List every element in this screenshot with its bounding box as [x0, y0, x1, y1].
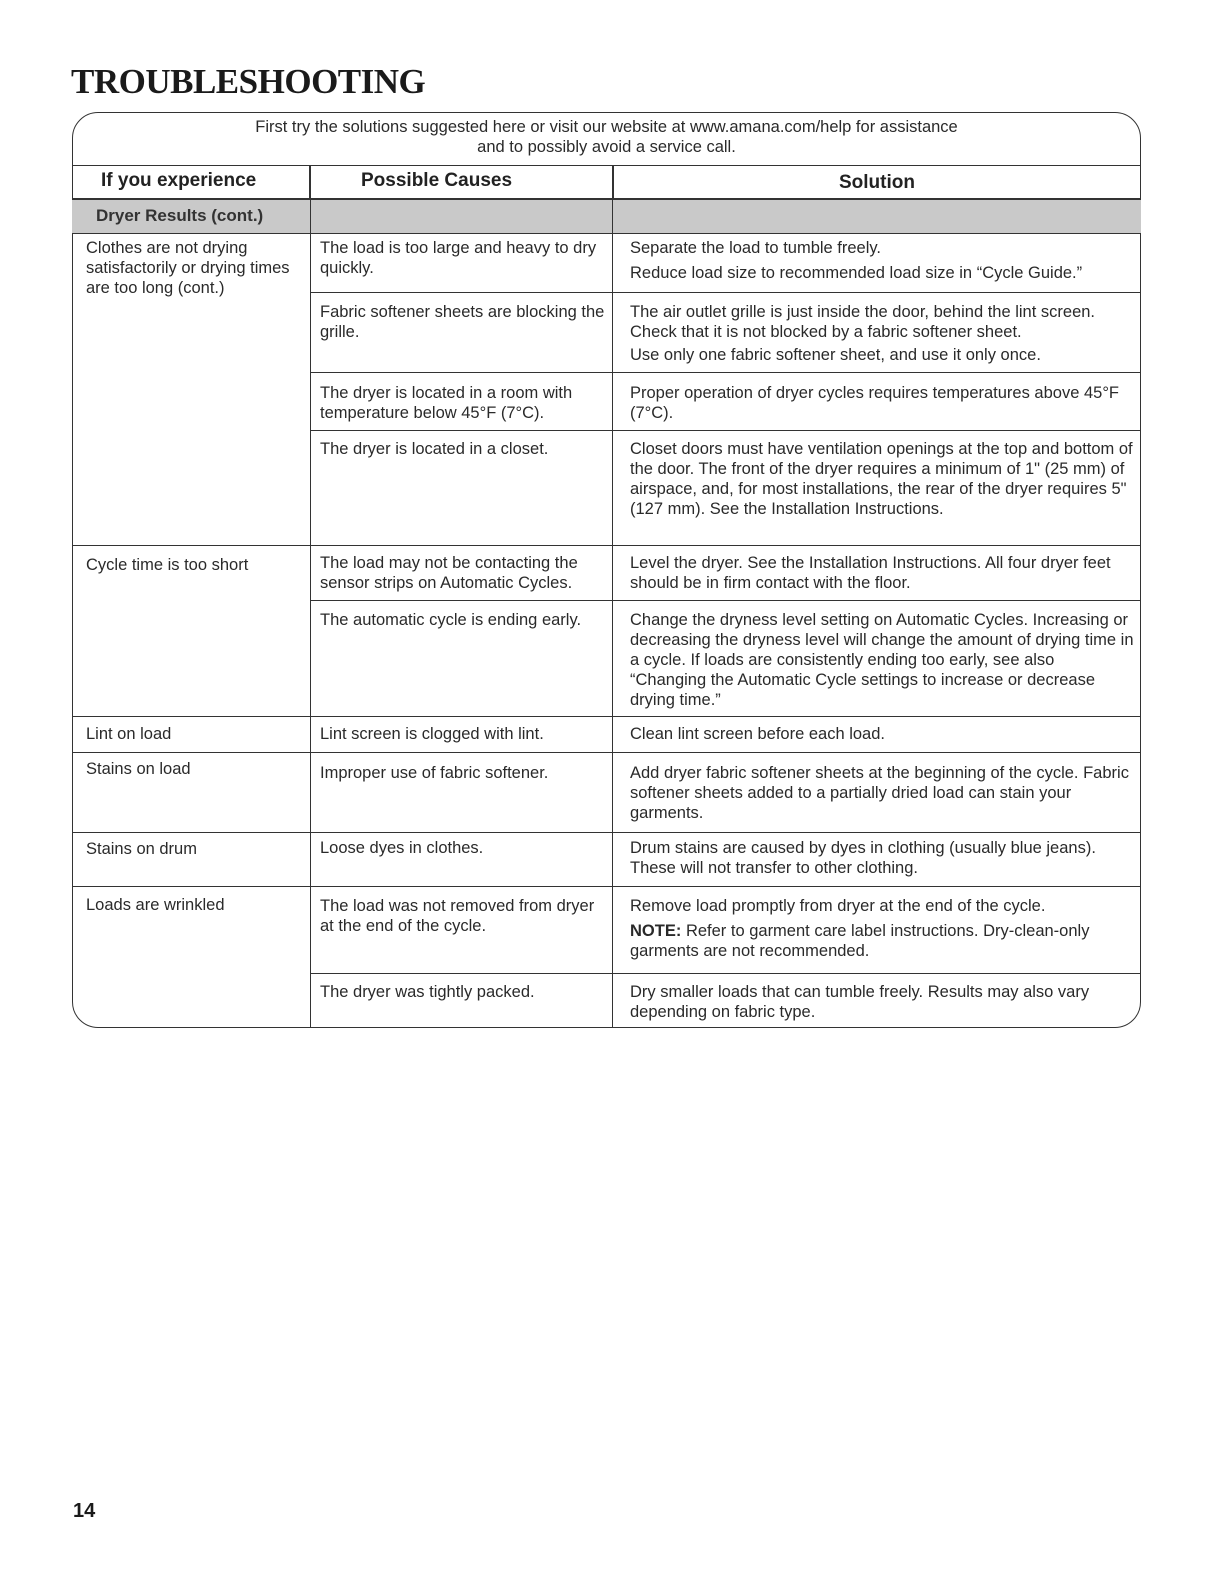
solution-cell [630, 724, 1135, 749]
solution-cell [630, 439, 1135, 524]
solution-text: Proper operation of dryer cycles requires temperatures above 45°F (7°C). [630, 384, 1120, 422]
note-text [630, 921, 1135, 961]
cause-cell: The load may not be contacting the sensor strips on Automatic Cycles. [320, 554, 578, 592]
column-divider [612, 165, 613, 1028]
solution-text: Remove load promptly from dryer at the end of the cycle. [630, 897, 1046, 915]
row-divider [72, 752, 1141, 753]
experience-cell: Stains on load [86, 760, 191, 778]
sub-row-divider [310, 973, 1141, 974]
cause-cell: The automatic cycle is ending early. [320, 611, 582, 629]
experience-cell: Lint on load [86, 725, 172, 743]
cause-cell: The load is too large and heavy to dry quickly. [320, 239, 597, 277]
solution-text: Closet doors must have ventilation openings at the top and bottom of the door. The front of the dryer requires a minimum of 1" (25 mm) of airspace, and, for most installations, the rear of the dryer requires 5" (127 mm). See the Installation Instructions. [630, 440, 1133, 518]
cause-cell: Improper use of fabric softener. [320, 764, 549, 782]
section-band [72, 199, 1141, 234]
row-divider [72, 832, 1141, 833]
solution-cell [630, 763, 1135, 828]
solution-text: Change the dryness level setting on Automatic Cycles. Increasing or decreasing the dryness level will change the amount of drying time in a cycle. If loads are consistently ending too early, see also “Changing the Automatic Cycle settings to increase or decrease drying time.” [630, 611, 1134, 709]
page-number: 14 [73, 1500, 96, 1522]
solution-cell [630, 610, 1135, 715]
experience-cell: Stains on drum [86, 840, 197, 858]
solution-text: Level the dryer. See the Installation Instructions. All four dryer feet should be in firm contact with the floor. [630, 554, 1111, 592]
sub-row-divider [310, 372, 1141, 373]
cause-cell: Fabric softener sheets are blocking the grille. [320, 303, 605, 341]
note-label: NOTE: [630, 922, 682, 940]
note-body: Refer to garment care label instructions. Dry-clean-only garments are not recommended. [630, 922, 1090, 960]
solution-text: Drum stains are caused by dyes in clothing (usually blue jeans). These will not transfer to other clothing. [630, 839, 1096, 877]
cause-cell: The dryer is located in a closet. [320, 440, 549, 458]
column-divider [310, 165, 311, 1028]
solution-text: Clean lint screen before each load. [630, 725, 885, 743]
solution-cell [630, 238, 1135, 288]
cause-cell: The load was not removed from dryer at the end of the cycle. [320, 897, 595, 935]
solution-text: Dry smaller loads that can tumble freely. Results may also vary depending on fabric type. [630, 983, 1090, 1021]
solution-text: Reduce load size to recommended load size in “Cycle Guide.” [630, 264, 1083, 282]
solution-cell [630, 982, 1135, 1027]
solution-text: Add dryer fabric softener sheets at the beginning of the cycle. Fabric softener sheets added to a partially dried load can stain your garments. [630, 764, 1129, 822]
experience-cell: Loads are wrinkled [86, 896, 225, 914]
row-divider [72, 545, 1141, 546]
row-divider [72, 716, 1141, 717]
section-title: Dryer Results (cont.) [96, 206, 264, 225]
solution-text: Use only one fabric softener sheet, and use it only once. [630, 346, 1041, 364]
header-solution: Solution [613, 165, 1141, 199]
solution-cell [630, 896, 1135, 966]
solution-cell [630, 302, 1135, 370]
page-title: TROUBLESHOOTING [71, 62, 426, 101]
solution-cell [630, 553, 1135, 598]
cause-cell: The dryer was tightly packed. [320, 983, 535, 1001]
sub-row-divider [310, 292, 1141, 293]
sub-row-divider [310, 430, 1141, 431]
header-causes: Possible Causes [310, 165, 613, 199]
cause-cell: Lint screen is clogged with lint. [320, 725, 544, 743]
solution-text: The air outlet grille is just inside the door, behind the lint screen. Check that it is not blocked by a fabric softener sheet. [630, 303, 1096, 341]
intro-line-2: and to possibly avoid a service call. [477, 138, 736, 156]
solution-cell [630, 838, 1135, 883]
experience-cell: Clothes are not drying satisfactorily or drying times are too long (cont.) [86, 239, 290, 297]
intro-line-1: First try the solutions suggested here or visit our website at www.amana.com/help for assistance [255, 118, 958, 136]
experience-cell: Cycle time is too short [86, 556, 249, 574]
cause-cell: The dryer is located in a room with temperature below 45°F (7°C). [320, 384, 573, 422]
sub-row-divider [310, 600, 1141, 601]
solution-text: Separate the load to tumble freely. [630, 239, 882, 257]
row-divider [72, 886, 1141, 887]
intro-text [72, 117, 1141, 157]
solution-cell [630, 383, 1135, 428]
cause-cell: Loose dyes in clothes. [320, 839, 484, 857]
header-experience: If you experience [72, 165, 310, 199]
